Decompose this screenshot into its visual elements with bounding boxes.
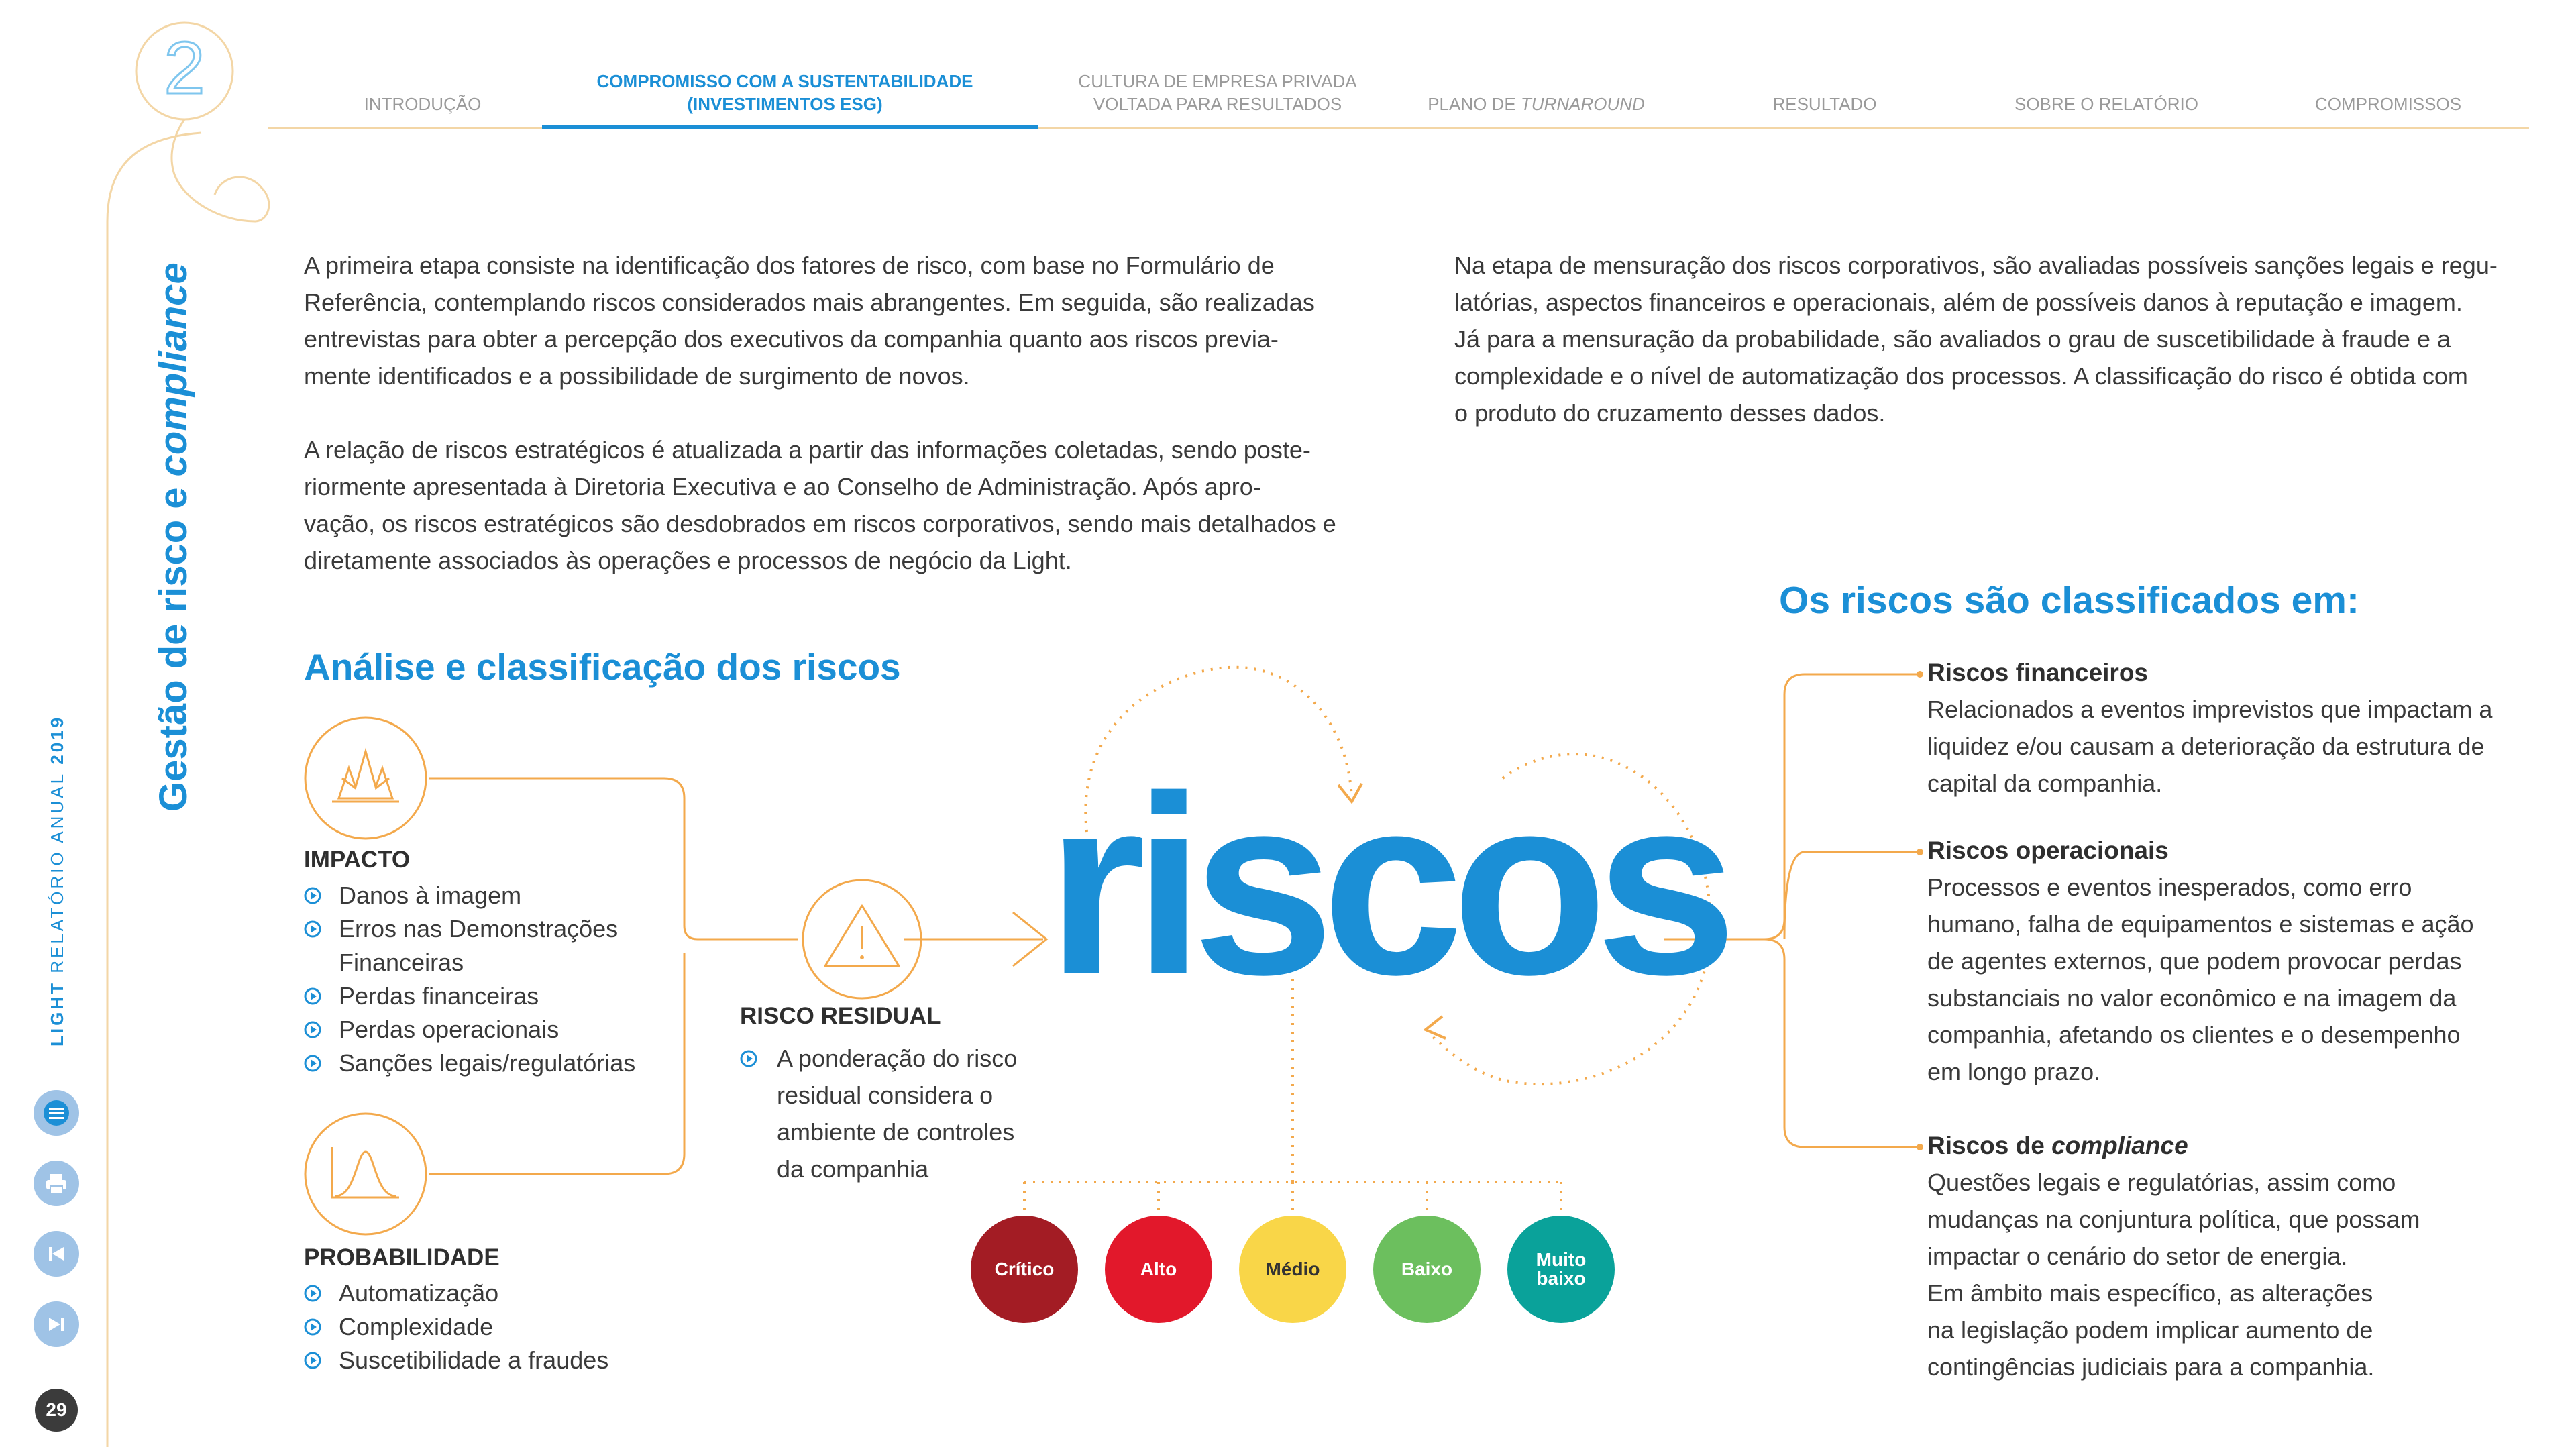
impacto-list: [304, 879, 635, 1080]
chapter-number: 2: [164, 27, 205, 109]
bullet-icon: [304, 920, 321, 938]
level-muito-baixo: Muito baixo: [1507, 1216, 1615, 1323]
nav-tab-compromisso[interactable]: COMPROMISSO COM A SUSTENTABILIDADE (INVESTIMENTOS ESG): [596, 71, 973, 114]
list-item: Perdas financeiras: [304, 979, 635, 1013]
impact-burst-icon: [302, 714, 429, 842]
riscos-wordmark: riscos: [1046, 743, 1725, 1028]
level-critico: Crítico: [971, 1216, 1078, 1323]
level-medio: Médio: [1239, 1216, 1346, 1323]
risco-operacional: Riscos operacionais Processos e eventos inesperados, como erro humano, falha de equipamentos e sistemas e ação de agentes externos, que podem provocar perdas substanciais no valor econômico e na imagem da companhia, afetando os clientes e o desempenho em longo prazo.: [1927, 837, 2474, 1085]
intro-right: Na etapa de mensuração dos riscos corporativos, são avaliadas possíveis sanções legais e regu- latórias, aspectos financeiros e operacionais, além de possíveis danos à reputação e imagem. Já para a mensuração da probabilidade, são avaliados o grau de suscetibilidade à fraude e a complexidade e o nível de automatização dos processos. A classificação do risco é obtida com o produto do cruzamento desses dados.: [1454, 252, 2498, 427]
residual-title: RISCO RESIDUAL: [740, 1003, 941, 1029]
risco-financeiro: Riscos financeiros Relacionados a eventos imprevistos que impactam a liquidez e/ou causam a deterioração da estrutura de capital da companhia.: [1927, 659, 2493, 797]
bullet-icon: [740, 1050, 757, 1067]
probabilidade-title: PROBABILIDADE: [304, 1244, 500, 1271]
bullet-icon: [304, 887, 321, 904]
list-item: Perdas operacionais: [304, 1013, 635, 1047]
bullet-icon: [304, 987, 321, 1005]
report-label: LIGHT RELATÓRIO ANUAL 2019: [47, 714, 67, 1047]
list-item: Automatização: [304, 1277, 608, 1310]
probability-curve-icon: [302, 1110, 429, 1238]
impacto-title: IMPACTO: [304, 847, 411, 873]
list-item: Complexidade: [304, 1310, 608, 1344]
bullet-icon: [304, 1021, 321, 1038]
level-baixo: Baixo: [1373, 1216, 1481, 1323]
list-item: Sanções legais/regulatórias: [304, 1047, 635, 1080]
list-item: Suscetibilidade a fraudes: [304, 1344, 608, 1377]
residual-text: A ponderação do risco residual considera o ambiente de controles da companhia: [740, 1040, 1017, 1187]
analysis-heading: Análise e classificação dos riscos: [304, 646, 901, 688]
probabilidade-list: [304, 1277, 608, 1377]
risco-compliance: Riscos de compliance Questões legais e regulatórias, assim como mudanças na conjuntura política, que possam impactar o cenário do setor de energia. Em âmbito mais específico, as alterações na legislação podem implicar aumento de contingências judiciais para a companhia.: [1927, 1132, 2420, 1381]
bullet-icon: [304, 1285, 321, 1302]
list-item: Erros nas Demonstrações Financeiras: [304, 912, 635, 979]
bullet-icon: [304, 1352, 321, 1369]
nav-tab-compromissos[interactable]: COMPROMISSOS: [2314, 94, 2462, 114]
nav-tab-resultado[interactable]: RESULTADO: [1772, 94, 1877, 114]
nav-tab-sobre[interactable]: SOBRE O RELATÓRIO: [2014, 94, 2198, 114]
nav-tab-cultura[interactable]: CULTURA DE EMPRESA PRIVADA VOLTADA PARA RESULTADOS: [1078, 71, 1357, 114]
section-title: Gestão de risco e compliance: [152, 262, 195, 812]
bullet-icon: [304, 1318, 321, 1336]
intro-left-p1: A primeira etapa consiste na identificação dos fatores de risco, com base no Formulário de Referência, contemplando riscos considerados mais abrangentes. Em seguida, são realizadas entrevistas para obter a percepção dos executivos da companhia quanto aos riscos previa- mente identificados e a possibilidade de surgimento de novos.: [304, 252, 1315, 390]
page-number: 29: [35, 1389, 78, 1432]
nav-tab-turnaround[interactable]: PLANO DE TURNAROUND: [1428, 94, 1645, 114]
intro-left-p2: A relação de riscos estratégicos é atualizada a partir das informações coletadas, sendo poste- riormente apresentada à Diretoria Executiva e ao Conselho de Administração. Após apro- vação, os riscos estratégicos são desdobrados em riscos corporativos, sendo mais detalhados e diretamente associados às operações e processos de negócio da Light.: [304, 436, 1336, 574]
warning-icon: [798, 875, 926, 1003]
nav-tab-introducao[interactable]: INTRODUÇÃO: [364, 94, 482, 114]
bullet-icon: [304, 1055, 321, 1072]
classification-heading: Os riscos são classificados em:: [1779, 579, 2359, 622]
list-item: Danos à imagem: [304, 879, 635, 912]
level-alto: Alto: [1105, 1216, 1212, 1323]
